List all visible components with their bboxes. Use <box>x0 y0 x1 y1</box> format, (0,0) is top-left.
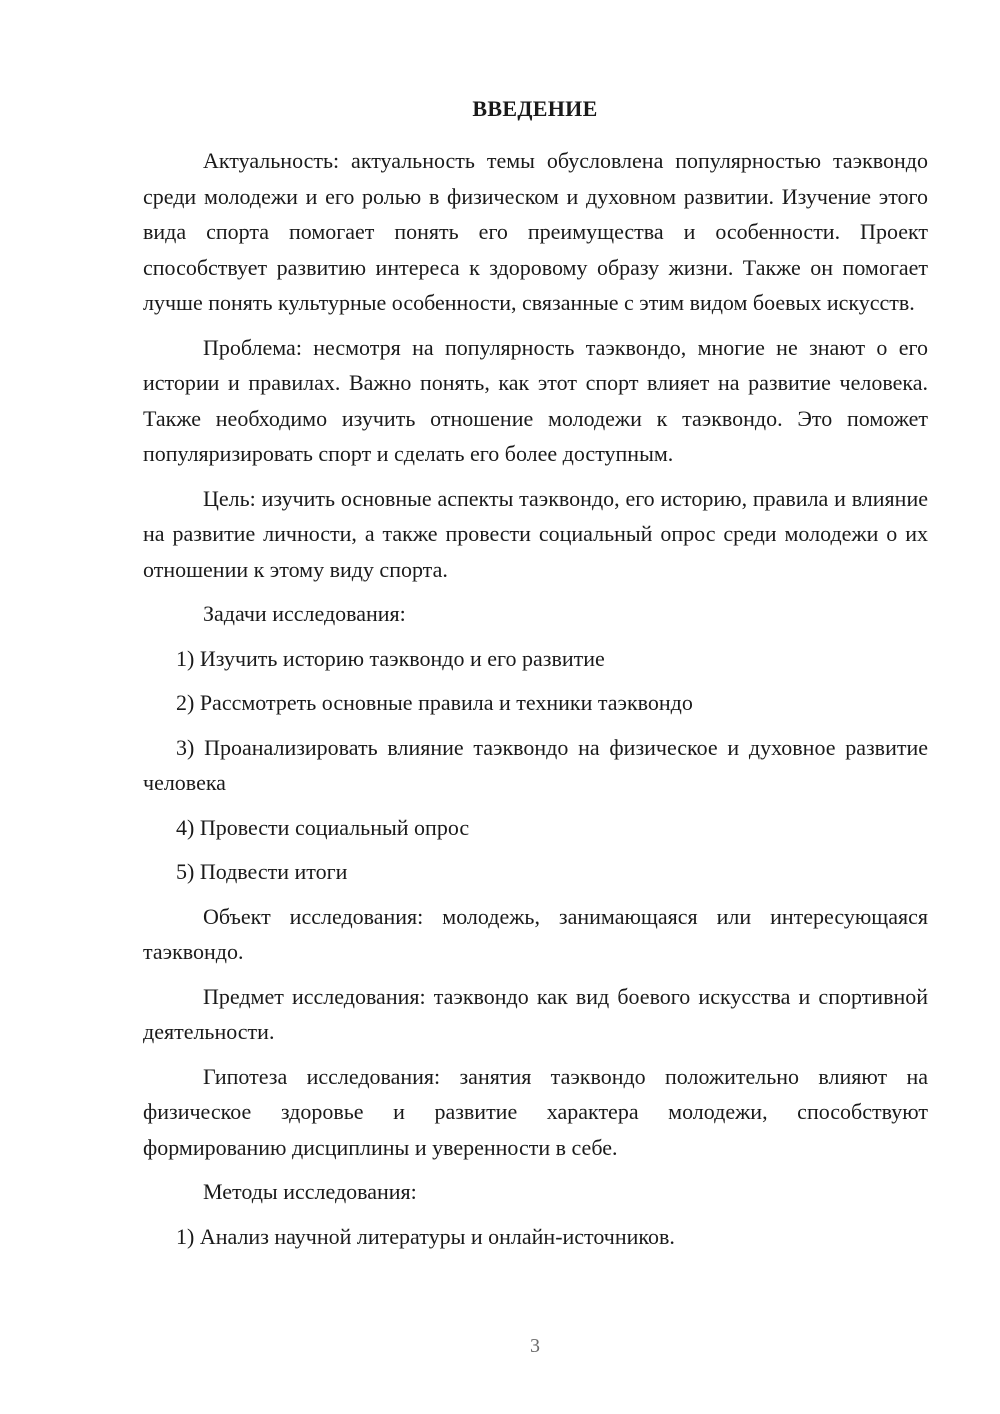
subject-paragraph: Предмет исследования: таэквондо как вид боевого искусства и спортивной деятельности. <box>143 983 928 1044</box>
method-item: 1) Анализ научной литературы и онлайн-источников. <box>176 1223 675 1249</box>
document-body <box>143 143 928 1263</box>
task-item: 5) Подвести итоги <box>176 859 348 884</box>
goal-paragraph: Цель: изучить основные аспекты таэквондо, его историю, правила и влияние на развитие личности, а также провести социальный опрос среди молодежи о их отношении к этому виду спорта. <box>143 485 928 582</box>
task-item: 2) Рассмотреть основные правила и техники таэквондо <box>176 690 693 715</box>
task-item: 3) Проанализировать влияние таэквондо на физическое и духовное развитие человека <box>143 734 928 795</box>
section-heading: ВВЕДЕНИЕ <box>472 96 598 121</box>
task-item: 4) Провести социальный опрос <box>176 814 470 840</box>
methods-heading: Методы исследования: <box>203 1179 417 1204</box>
tasks-heading: Задачи исследования: <box>203 601 406 626</box>
relevance-paragraph: Актуальность: актуальность темы обусловлена популярностью таэквондо среди молодежи и его ролью в физическом и духовном развитии. Изучение этого вида спорта помогает понять его преимущества и особенности. Проект способствует развитию интереса к здоровому образу жизни. Также он помогает лучше понять культурные особенности, связанные с этим видом боевых искусств. <box>143 148 928 315</box>
page-number: 3 <box>530 1335 540 1357</box>
hypothesis-paragraph: Гипотеза исследования: занятия таэквондо положительно влияют на физическое здоровье и развитие характера молодежи, способствуют формированию дисциплины и уверенности в себе. <box>143 1063 928 1160</box>
problem-paragraph: Проблема: несмотря на популярность таэквондо, многие не знают о его истории и правилах. Важно понять, как этот спорт влияет на развитие человека. Также необходимо изучить отношение молодежи к таэквондо. Это поможет популяризировать спорт и сделать его более доступным. <box>143 334 928 466</box>
object-paragraph: Объект исследования: молодежь, занимающаяся или интересующаяся таэквондо. <box>143 903 928 964</box>
task-item: 1) Изучить историю таэквондо и его развитие <box>176 645 605 671</box>
